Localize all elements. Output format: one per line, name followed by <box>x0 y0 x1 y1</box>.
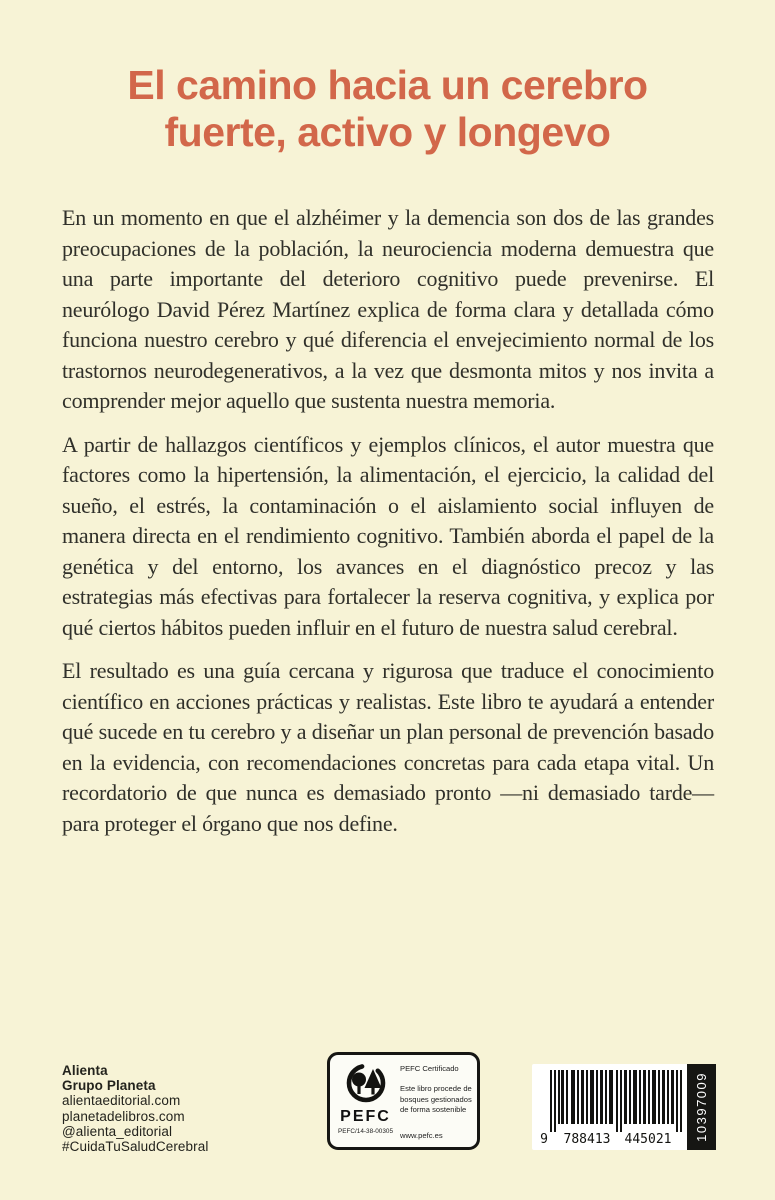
publisher-website-1: alientaeditorial.com <box>62 1093 181 1109</box>
barcode-side-number: 10397009 <box>694 1072 709 1142</box>
page-title <box>0 62 775 156</box>
barcode-bars-icon <box>540 1070 682 1144</box>
ean-first-digit: 9 <box>540 1132 548 1144</box>
publisher-social-handle: @alienta_editorial <box>62 1123 173 1139</box>
pefc-wordmark: PEFC <box>340 1108 391 1125</box>
barcode-bars <box>540 1070 682 1144</box>
ean-group-2: 445021 <box>624 1132 672 1144</box>
pefc-certified-label: PEFC Certificado <box>400 1064 459 1073</box>
publisher-imprint: Alienta <box>62 1063 108 1078</box>
pefc-license-number: PEFC/14-38-00305 <box>337 1128 394 1135</box>
publisher-hashtag: #CuidaTuSaludCerebral <box>62 1139 209 1155</box>
pefc-logo-column <box>336 1061 395 1142</box>
pefc-trees-icon <box>343 1062 389 1107</box>
title-line-2: fuerte, activo y longevo <box>164 109 611 155</box>
pefc-text-column <box>395 1061 472 1142</box>
ean-group-1: 788413 <box>563 1132 611 1144</box>
pefc-url: www.pefc.es <box>400 1131 443 1140</box>
publisher-block <box>62 1063 208 1154</box>
publisher-website-2: planetadelibros.com <box>62 1108 185 1124</box>
barcode <box>532 1064 716 1150</box>
synopsis <box>62 203 714 839</box>
synopsis-paragraph-1: En un momento en que el alzhéimer y la demencia son dos de las grandes preocupaciones de la población, la neurociencia moderna demuestra que una parte importante del deterioro cognitivo puede prevenirse. El neurólogo David Pérez Martínez explica de forma clara y detallada cómo funciona nuestro cerebro y qué diferencia el envejecimiento normal de los trastornos neurodegenerativos, a la vez que desmonta mitos y nos invita a comprender mejor aquello que sustenta nuestra memoria. <box>62 205 714 413</box>
synopsis-paragraph-3: El resultado es una guía cercana y rigurosa que traduce el conocimiento científico en acciones prácticas y realistas. Este libro te ayudará a entender qué sucede en tu cerebro y a diseñar un plan personal de prevención basado en la evidencia, con recomendaciones concretas para cada etapa vital. Un recordatorio de que nunca es demasiado pronto —ni demasiado tarde— para proteger el órgano que nos define. <box>62 658 714 836</box>
title-line-1: El camino hacia un cerebro <box>127 62 648 108</box>
pefc-claim-text: Este libro procede de bosques gestionados de forma sostenible <box>400 1084 472 1115</box>
publisher-group: Grupo Planeta <box>62 1078 156 1094</box>
pefc-certification-label <box>327 1052 480 1150</box>
barcode-side-strip <box>687 1064 716 1150</box>
synopsis-paragraph-2: A partir de hallazgos científicos y ejemplos clínicos, el autor muestra que factores como la hipertensión, la alimentación, el ejercicio, la calidad del sueño, el estrés, la contaminación o el aislamiento social influyen de manera directa en el rendimiento cognitivo. También aborda el papel de la genética y del entorno, los avances en el diagnóstico precoz y las estrategias más efectivas para fortalecer la reserva cognitiva, y explica por qué ciertos hábitos pueden influir en el futuro de nuestra salud cerebral. <box>62 431 714 640</box>
